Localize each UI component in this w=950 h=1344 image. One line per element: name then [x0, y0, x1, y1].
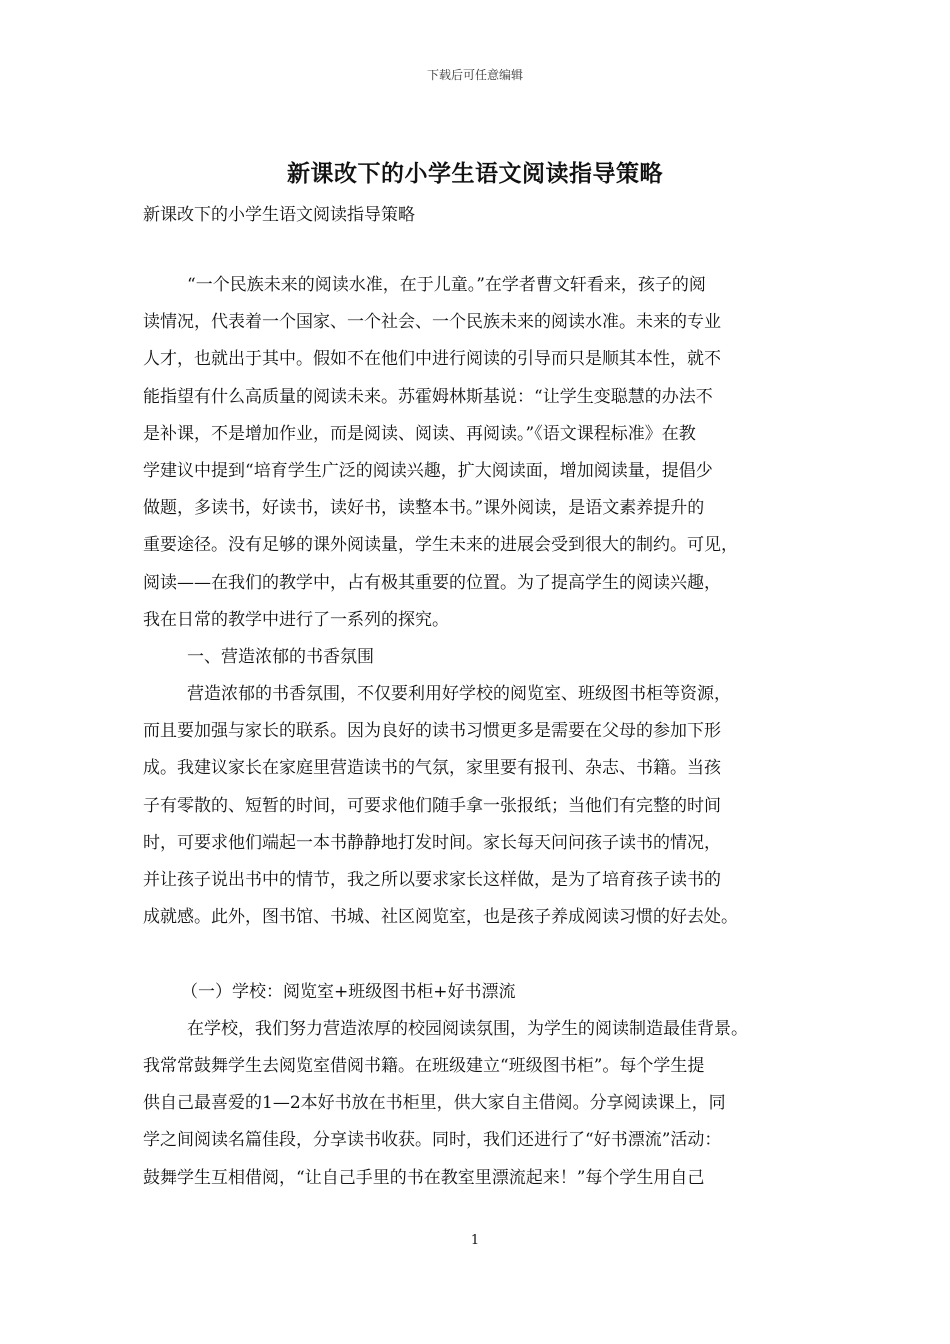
- text-line: 是补课，不是增加作业，而是阅读、阅读、再阅读。”《语文课程标准》在教: [143, 423, 696, 444]
- text-line: 并让孩子说出书中的情节，我之所以要求家长这样做，是为了培育孩子读书的: [143, 870, 721, 890]
- section-heading: 一、营造浓郁的书香氛围: [187, 646, 374, 667]
- subsection-heading: （一）学校：阅览室+班级图书柜+好书漂流: [181, 981, 516, 1002]
- text-line: 我在日常的教学中进行了一系列的探究。: [143, 609, 449, 630]
- text-line: 在学校，我们努力营造浓厚的校园阅读氛围，为学生的阅读制造最佳背景。: [187, 1018, 748, 1039]
- page-number: 1: [470, 1233, 480, 1248]
- document-title: 新课改下的小学生语文阅读指导策略: [287, 160, 663, 187]
- text-line: 时，可要求他们端起一本书静静地打发时间。家长每天问问孩子读书的情况，: [143, 832, 721, 853]
- text-line: 做题，多读书，好读书，读好书，读整本书。”课外阅读，是语文素养提升的: [143, 498, 705, 519]
- text-line: 学建议中提到“培育学生广泛的阅读兴趣，扩大阅读面，增加阅读量，提倡少: [143, 460, 713, 481]
- text-line: 成就感。此外，图书馆、书城、社区阅览室，也是孩子养成阅读习惯的好去处。: [143, 907, 738, 928]
- text-line: 阅读——在我们的教学中，占有极其重要的位置。为了提高学生的阅读兴趣，: [143, 572, 721, 593]
- text-line: 我常常鼓舞学生去阅览室借阅书籍。在班级建立“班级图书柜”。每个学生提: [143, 1055, 705, 1076]
- header-note: 下载后可任意编辑: [426, 68, 523, 82]
- text-line: “一个民族未来的阅读水准，在于儿童。”在学者曹文轩看来，孩子的阅: [187, 275, 706, 295]
- text-line: 学之间阅读名篇佳段，分享读书收获。同时，我们还进行了“好书漂流”活动：: [143, 1130, 722, 1151]
- text-line: 鼓舞学生互相借阅，“让自己手里的书在教室里漂流起来！”每个学生用自己: [143, 1167, 705, 1188]
- text-line: 能指望有什么高质量的阅读未来。苏霍姆林斯基说：“让学生变聪慧的办法不: [143, 386, 713, 407]
- text-line: 人才，也就出于其中。假如不在他们中进行阅读的引导而只是顺其本性，就不: [143, 349, 721, 370]
- text-line: 供自己最喜爱的1—2本好书放在书柜里，供大家自主借阅。分享阅读课上，同: [143, 1093, 726, 1114]
- text-line: 营造浓郁的书香氛围，不仅要利用好学校的阅览室、班级图书柜等资源，: [187, 684, 731, 705]
- text-line: 重要途径。没有足够的课外阅读量，学生未来的进展会受到很大的制约。可见，: [143, 535, 738, 556]
- body-block-1: [143, 267, 811, 1197]
- text-line: 读情况，代表着一个国家、一个社会、一个民族未来的阅读水准。未来的专业: [143, 312, 721, 333]
- text-line: 成。我建议家长在家庭里营造读书的气氛，家里要有报刊、杂志、书籍。当孩: [143, 758, 721, 779]
- text-line: 子有零散的、短暂的时间，可要求他们随手拿一张报纸；当他们有完整的时间: [143, 795, 721, 816]
- text-line: 而且要加强与家长的联系。因为良好的读书习惯更多是需要在父母的参加下形: [143, 721, 721, 742]
- document-subtitle: 新课改下的小学生语文阅读指导策略: [143, 205, 415, 225]
